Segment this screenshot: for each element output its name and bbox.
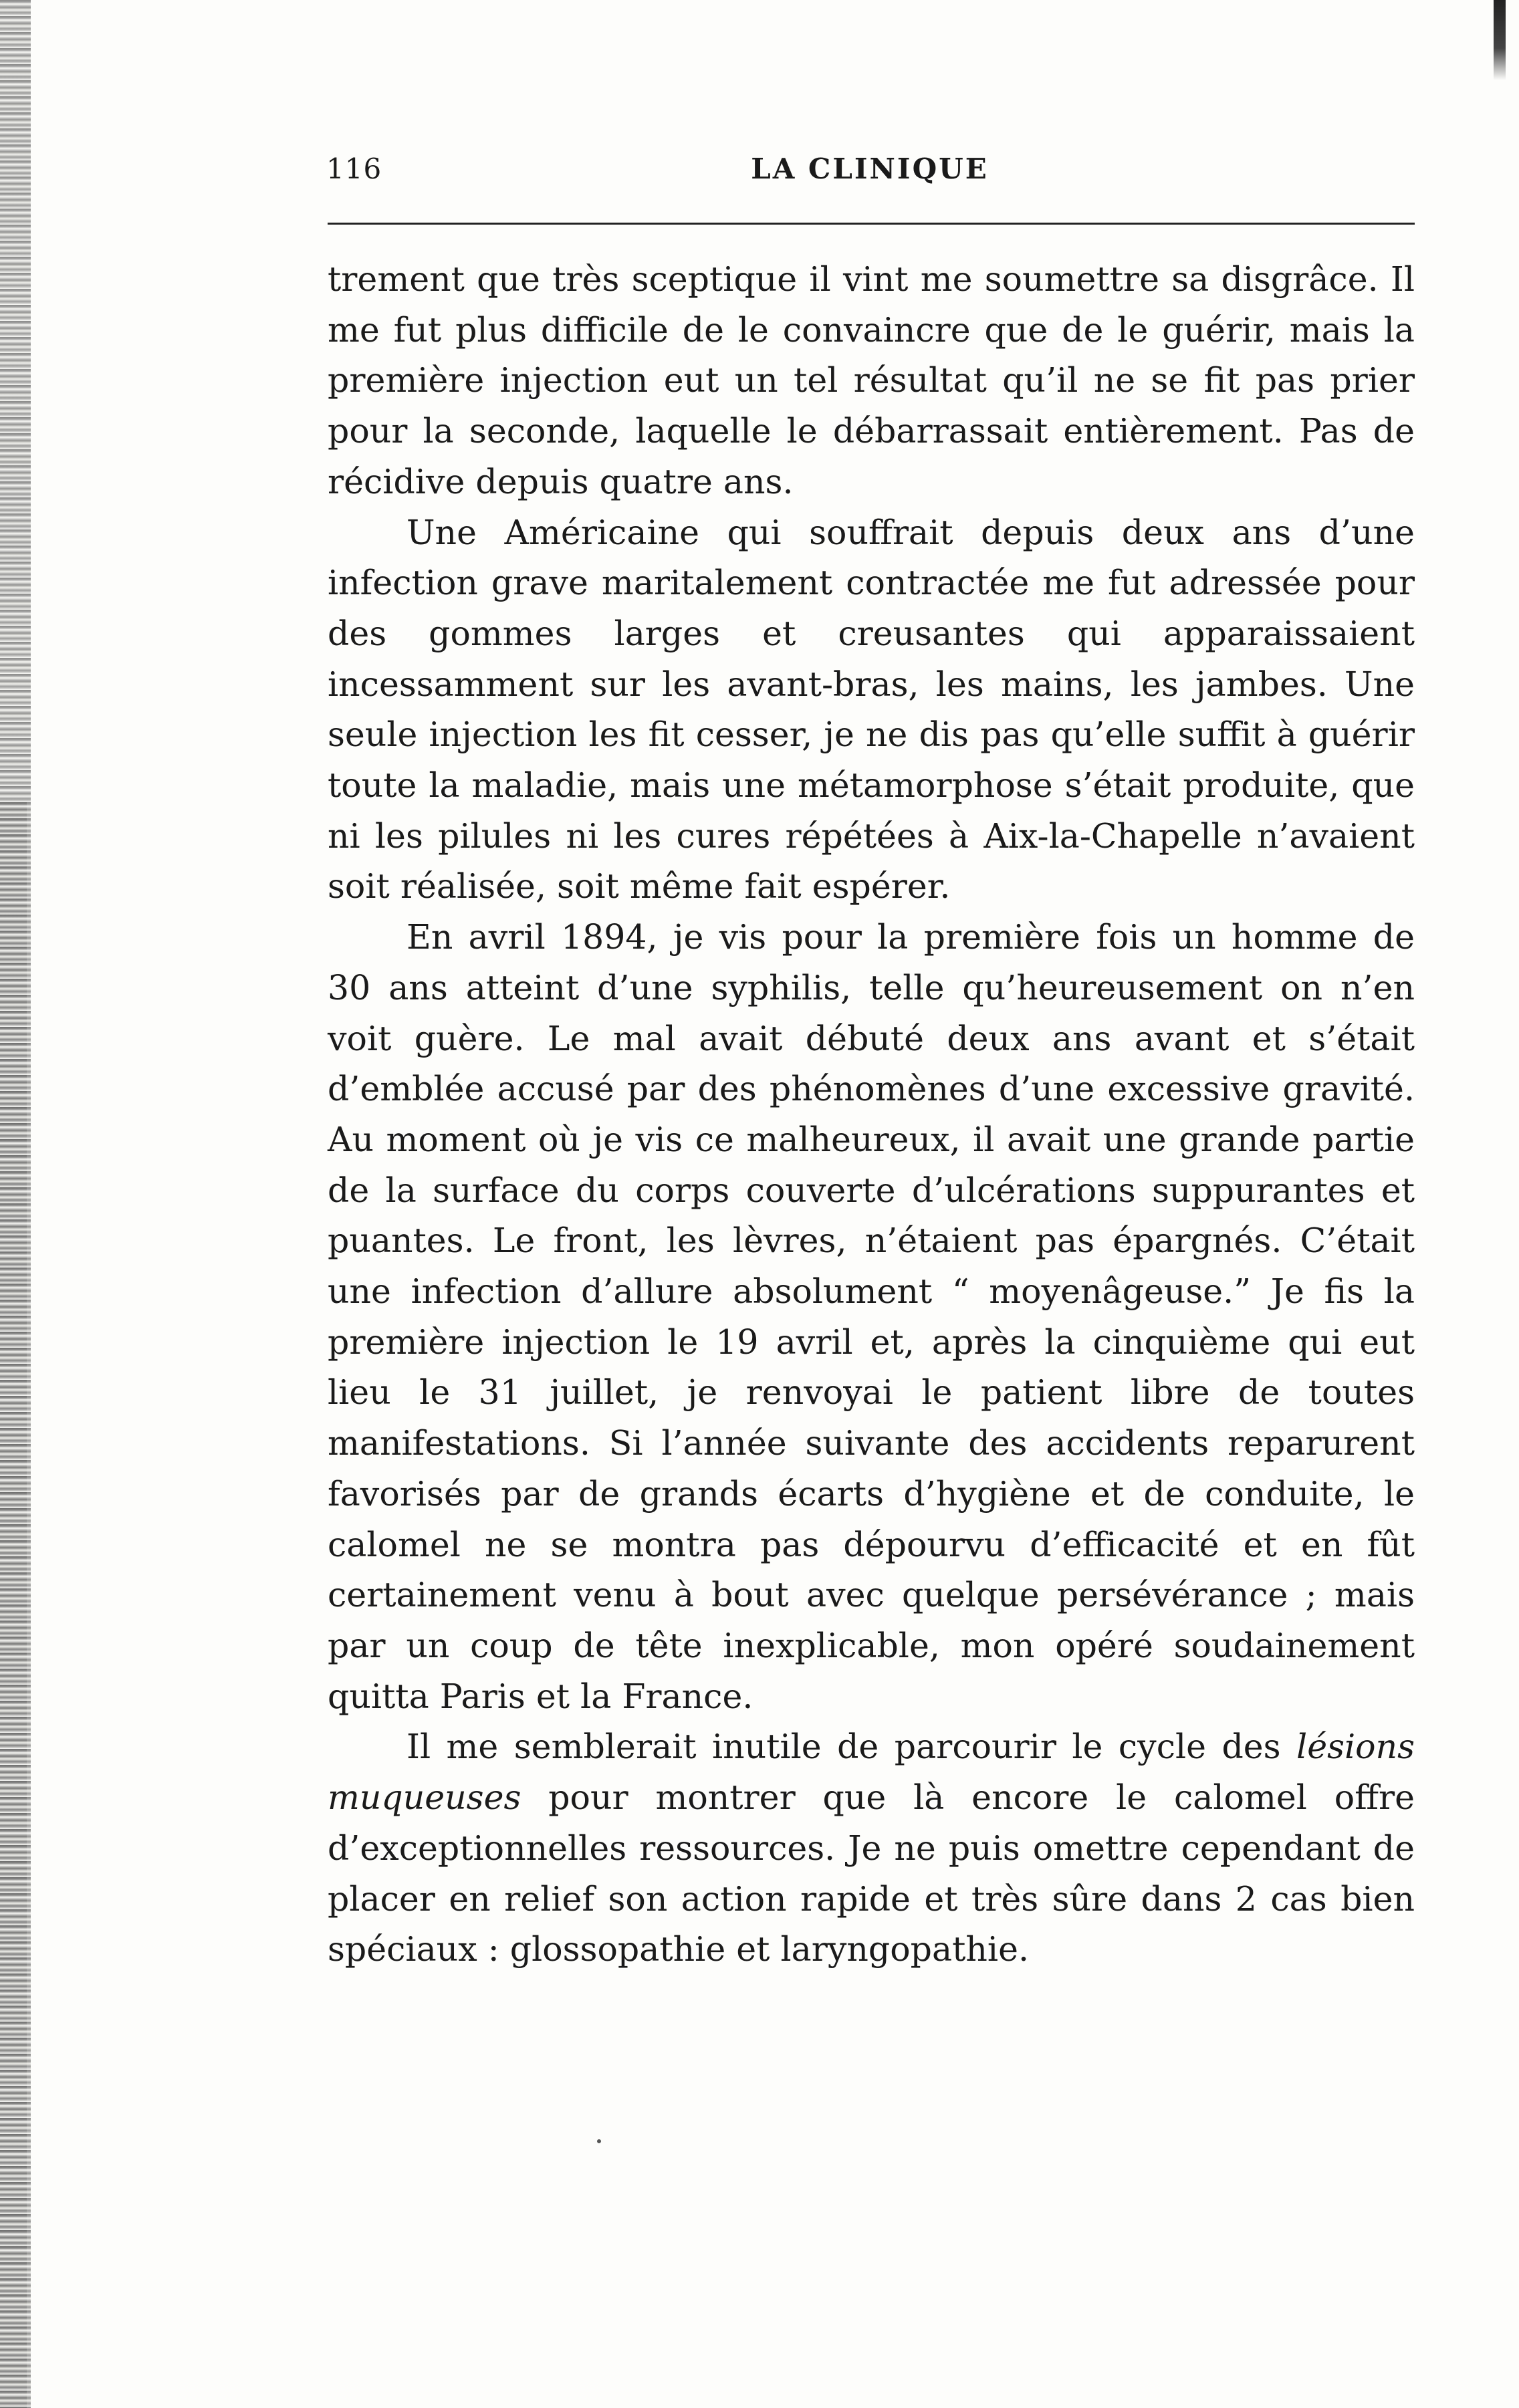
binding-gutter-shadow-lower xyxy=(0,802,27,2408)
paragraph-4-rest: pour montrer que là encore le calomel offre d’exceptionnelles ressources. Je ne puis omettre cependant de placer en relief son action rapide et très sûre dans 2 cas bien spéciaux : glossopathie et laryngopathie. xyxy=(328,1778,1415,1969)
body-text xyxy=(328,254,1415,1975)
paragraph-3: En avril 1894, je vis pour la première fois un homme de 30 ans atteint d’une syphilis, telle qu’heureusement on n’en voit guère. Le mal avait débuté deux ans avant et s’était d’emblée accusé par des phénomènes d’une excessive gravité. Au moment où je vis ce malheureux, il avait une grande partie de la surface du corps couverte d’ulcérations suppurantes et puantes. Le front, les lèvres, n’étaient pas épargnés. C’était une infection d’allure absolument “ moyenâgeuse.” Je fis la première injection le 19 avril et, après la cinquième qui eut lieu le 31 juillet, je renvoyai le patient libre de toutes manifestations. Si l’année suivante des accidents reparurent favorisés par de grands écarts d’hygiène et de conduite, le calomel ne se montra pas dépourvu d’efficacité et en fût certainement venu à bout avec quelque persévérance ; mais par un coup de tête inexplicable, mon opéré soudainement quitta Paris et la France. xyxy=(328,917,1415,1716)
paragraph-4-lead: Il me semblerait inutile de parcourir le cycle des xyxy=(406,1727,1297,1767)
paragraph-4 xyxy=(328,1721,1415,1975)
paragraph-4-italic-term: lésions muqueuses xyxy=(328,1727,1415,1818)
running-head xyxy=(326,152,1413,193)
corner-scan-mark xyxy=(1494,0,1506,80)
paragraph-2: Une Américaine qui souffrait depuis deux ans d’une infection grave maritalement contractée me fut adressée pour des gommes larges et creusantes qui apparaissaient incessamment sur les avant-bras, les mains, les jambes. Une seule injection les fit cesser, je ne dis pas qu’elle suffit à guérir toute la maladie, mais une métamorphose s’était produite, que ni les pilules ni les cures répétées à Aix-la-Chapelle n’avaient soit réalisée, soit même fait espérer. xyxy=(328,512,1415,907)
stray-ink-dot xyxy=(597,2139,601,2143)
header-rule xyxy=(328,223,1415,225)
paragraph-1: trement que très sceptique il vint me soumettre sa disgrâce. Il me fut plus difficile de le convaincre que de le guérir, mais la première injection eut un tel résultat qu’il ne se fit pas prier pour la seconde, laquelle le débarrassait entièrement. Pas de récidive depuis quatre ans. xyxy=(328,259,1415,501)
page-number: 116 xyxy=(326,152,382,185)
running-title: LA CLINIQUE xyxy=(751,152,989,185)
